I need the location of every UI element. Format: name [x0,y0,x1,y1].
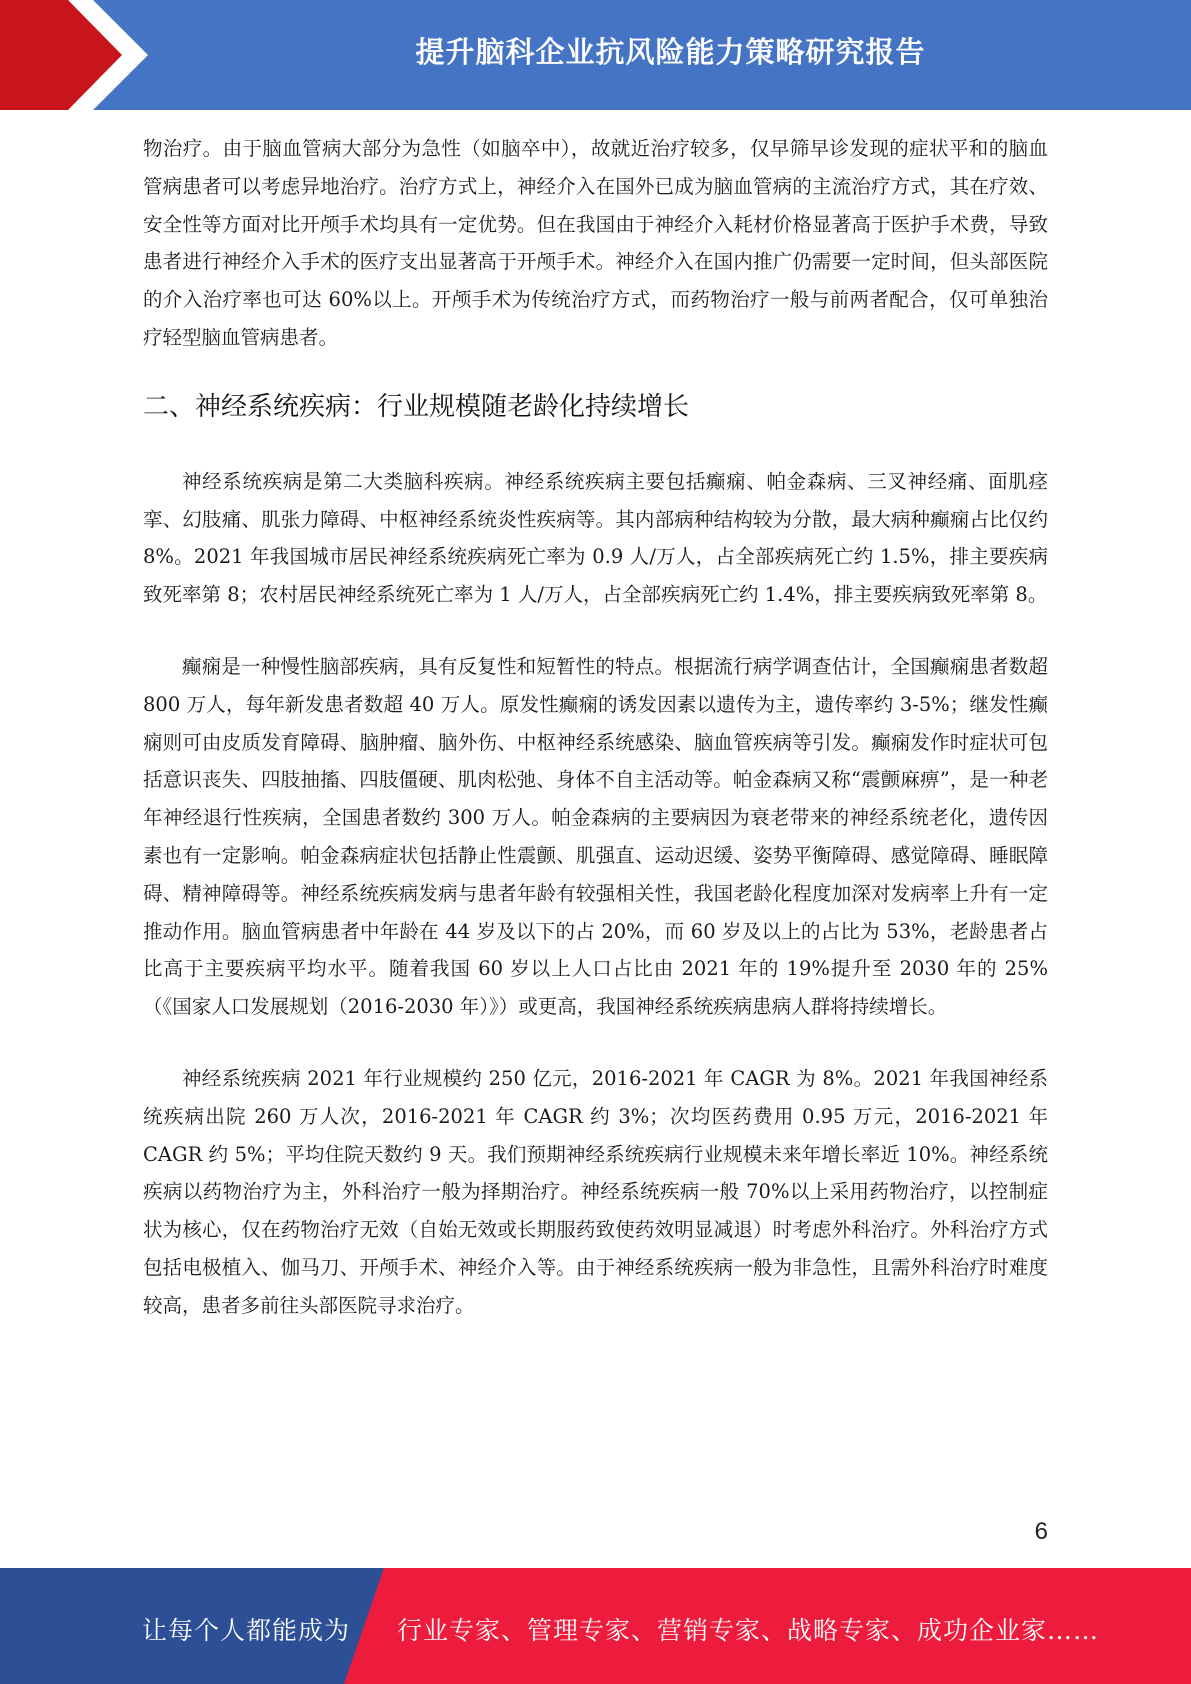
body-paragraph-1: 物治疗。由于脑血管病大部分为急性（如脑卒中），故就近治疗较多，仅早筛早诊发现的症状平和的脑血管病患者可以考虑异地治疗。治疗方式上，神经介入在国外已成为脑血管病的主流治疗方式，其在疗效、安全性等方面对比开颅手术均具有一定优势。但在我国由于神经介入耗材价格显著高于医护手术费，导致患者进行神经介入手术的医疗支出显著高于开颅手术。神经介入在国内推广仍需要一定时间，但头部医院的介入治疗率也可达 60%以上。开颅手术为传统治疗方式，而药物治疗一般与前两者配合，仅可单独治疗轻型脑血管病患者。 [143,137,1048,349]
body-paragraph-2: 神经系统疾病是第二大类脑科疾病。神经系统疾病主要包括癫痫、帕金森病、三叉神经痛、面肌痉挛、幻肢痛、肌张力障碍、中枢神经系统炎性疾病等。其内部病种结构较为分散，最大病种癫痫占比仅约 8%。2021 年我国城市居民神经系统疾病死亡率为 0.9 人/万人，占全部疾病死亡约 1.5%，排主要疾病致死率第 8；农村居民神经系统死亡率为 1 人/万人，占全部疾病死亡约 1.4%，排主要疾病致死率第 8。 [143,469,1048,607]
report-title: 提升脑科企业抗风险能力策略研究报告 [415,35,926,69]
body-paragraph-3: 癫痫是一种慢性脑部疾病，具有反复性和短暂性的特点。根据流行病学调查估计，全国癫痫患者数超 800 万人，每年新发患者数超 40 万人。原发性癫痫的诱发因素以遗传为主，遗传率约 3-5%；继发性癫痫则可由皮质发育障碍、脑肿瘤、脑外伤、中枢神经系统感染、脑血管疾病等引发。癫痫发作时症状可包括意识丧失、四肢抽搐、四肢僵硬、肌肉松弛、身体不自主活动等。帕金森病又称“震颤麻痹”，是一种老年神经退行性疾病，全国患者数约 300 万人。帕金森病的主要病因为衰老带来的神经系统老化，遗传因素也有一定影响。帕金森病症状包括静止性震颤、肌强直、运动迟缓、姿势平衡障碍、感觉障碍、睡眠障碍、精神障碍等。神经系统疾病发病与患者年龄有较强相关性，我国老龄化程度加深对发病率上升有一定推动作用。脑血管病患者中年龄在 44 岁及以下的占 20%，而 60 岁及以上的占比为 53%，老龄患者占比高于主要疾病平均水平。随着我国 60 岁以上人口占比由 2021 年的 19%提升至 2030 年的 25%（《国家人口发展规划（2016-2030 年）》）或更高，我国神经系统疾病患病人群将持续增长。 [143,654,1048,1019]
section-heading: 二、神经系统疾病：行业规模随老龄化持续增长 [143,391,690,422]
footer-slogan-right: 行业专家、管理专家、营销专家、战略专家、成功企业家…… [397,1616,1100,1645]
body-paragraph-4: 神经系统疾病 2021 年行业规模约 250 亿元，2016-2021 年 CAGR 为 8%。2021 年我国神经系统疾病出院 260 万人次，2016-2021 年 CAGR 约 3%；次均医药费用 0.95 万元，2016-2021 年 CAGR 约 5%；平均住院天数约 9 天。我们预期神经系统疾病行业规模未来年增长率近 10%。神经系统疾病以药物治疗为主，外科治疗一般为择期治疗。神经系统疾病一般 70%以上采用药物治疗，以控制症状为核心，仅在药物治疗无效（自始无效或长期服药致使药效明显减退）时考虑外科治疗。外科治疗方式包括电极植入、伽马刀、开颅手术、神经介入等。由于神经系统疾病一般为非急性，且需外科治疗时难度较高，患者多前往头部医院寻求治疗。 [143,1066,1048,1317]
page-footer [0,1568,1191,1684]
page-header [0,0,1191,110]
document-body [143,130,1048,1325]
footer-slogan-left: 让每个人都能成为 [142,1616,351,1645]
page-number: 6 [1034,1518,1048,1545]
